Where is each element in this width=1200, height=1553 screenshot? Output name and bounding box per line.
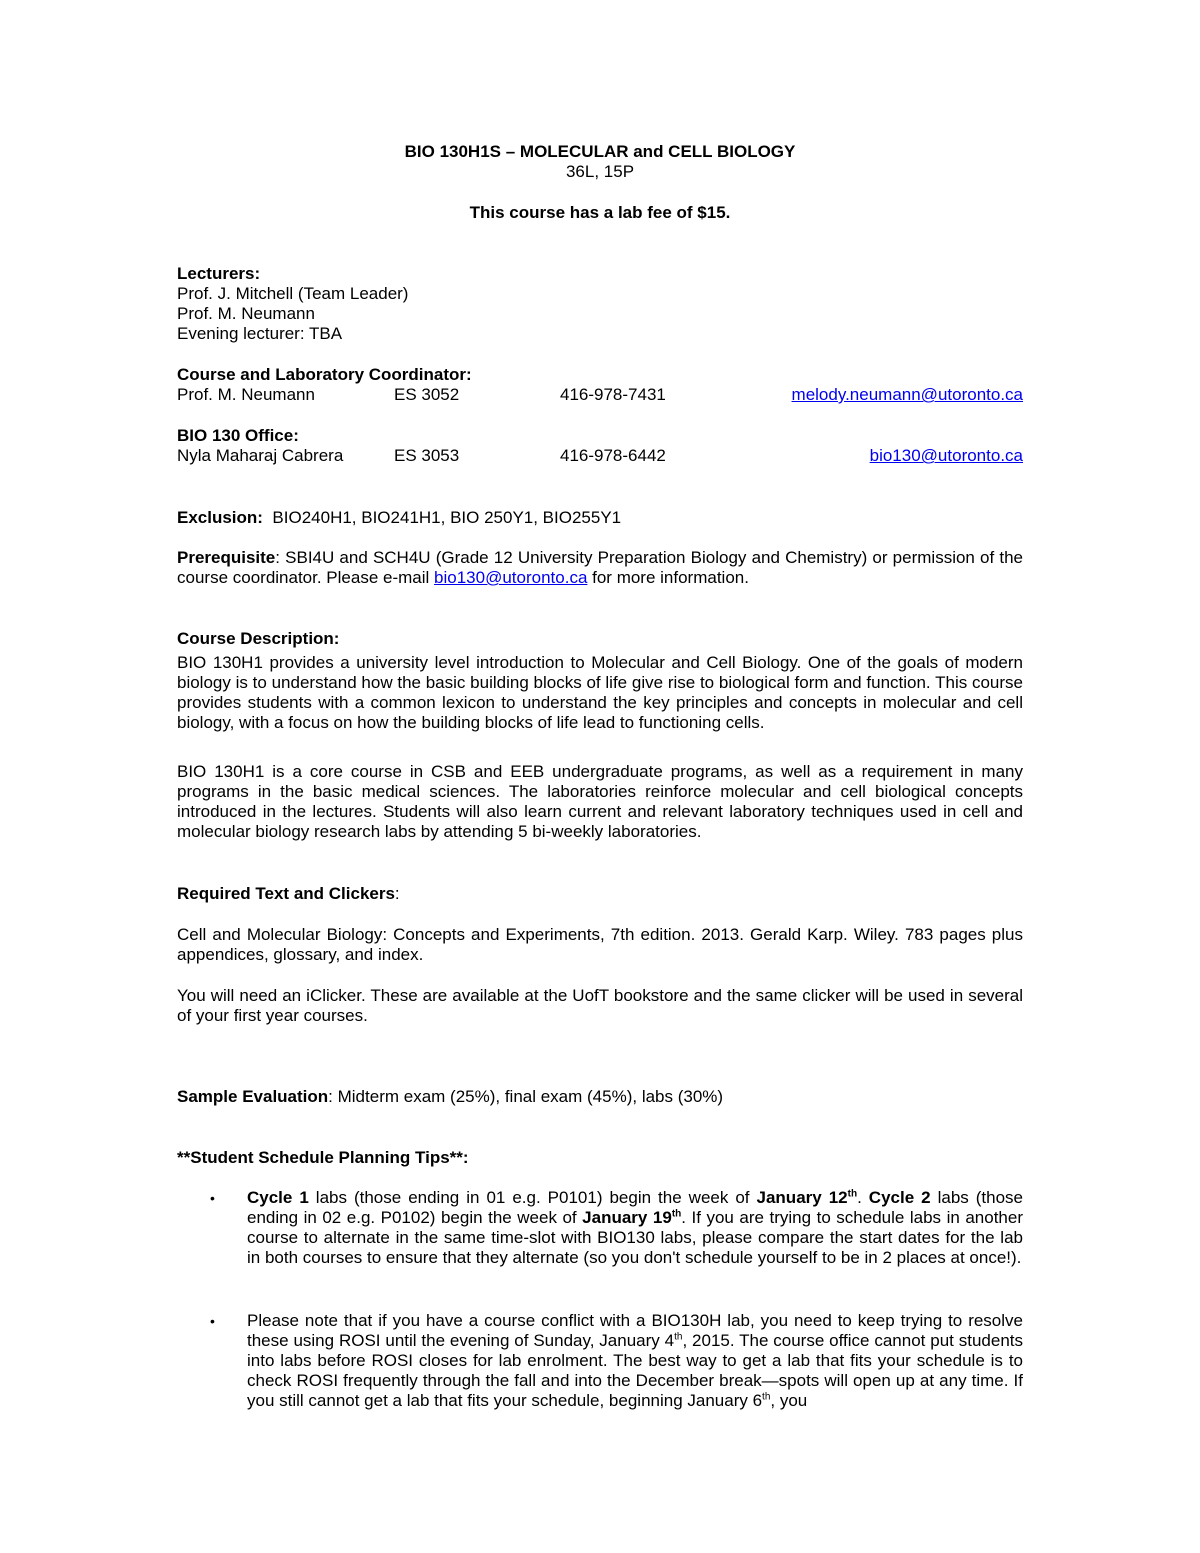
text-clickers-heading: Required Text and Clickers xyxy=(177,884,395,903)
coordinator-email-link[interactable]: melody.neumann@utoronto.ca xyxy=(791,385,1023,404)
cycle-2-date: January 19 xyxy=(582,1208,672,1227)
office-phone: 416-978-6442 xyxy=(560,446,666,465)
course-hours: 36L, 15P xyxy=(565,162,635,181)
office-email-link[interactable]: bio130@utoronto.ca xyxy=(869,446,1023,465)
tip-2-segment: , 2015. The course office cannot put students into labs before ROSI closes for lab enrolment. The best way to get a lab that fits your schedule is to check ROSI frequently through the fall and into the December break—spots will open up at any time. If you still cannot get a lab that fits your schedule, beginning January 6 xyxy=(247,1331,1023,1410)
description-paragraph-1: BIO 130H1 provides a university level introduction to Molecular and Cell Biology. One of the goals of modern biology is to understand how the basic building blocks of life give rise to biological form and function. This course provides students with a common lexicon to understand the key principles and concepts in molecular and cell biology, with a focus on how the building blocks of life lead to functioning cells. xyxy=(177,653,1023,732)
tip-1-text xyxy=(247,1188,1023,1268)
coordinator-heading: Course and Laboratory Coordinator: xyxy=(177,365,472,384)
coordinator-phone: 416-978-7431 xyxy=(560,385,666,404)
tip-2-segment: Please note that if you have a course conflict with a BIO130H lab, you need to keep trying to resolve these using ROSI until the evening of Sunday, January 4 xyxy=(247,1311,1023,1350)
office-room: ES 3053 xyxy=(394,446,460,465)
cycle-2-label: Cycle 2 xyxy=(868,1188,931,1207)
cycle-1-label: Cycle 1 xyxy=(247,1188,309,1207)
lecturer-item: Prof. J. Mitchell (Team Leader) xyxy=(177,284,409,303)
exclusion-text: BIO240H1, BIO241H1, BIO 250Y1, BIO255Y1 xyxy=(272,508,622,527)
evaluation-label: Sample Evaluation xyxy=(177,1087,329,1106)
textbook-paragraph: Cell and Molecular Biology: Concepts and Experiments, 7th edition. 2013. Gerald Karp. Wiley. 783 pages plus appendices, glossary, and index. xyxy=(177,925,1023,964)
exclusion-line xyxy=(177,508,1023,528)
ordinal-suffix: th xyxy=(762,1391,771,1403)
bullet-icon: • xyxy=(210,1313,215,1329)
tip-2-segment: , you xyxy=(770,1391,808,1410)
prerequisite-label: Prerequisite xyxy=(177,548,276,567)
ordinal-suffix: th xyxy=(671,1208,682,1220)
syllabus-page xyxy=(177,0,1023,1553)
lab-fee-notice: This course has a lab fee of $15. xyxy=(469,203,731,222)
tip-1-segment: labs (those ending in 01 e.g. P0101) begin the week of xyxy=(308,1188,757,1207)
description-heading: Course Description: xyxy=(177,629,340,648)
lecturer-item: Evening lecturer: TBA xyxy=(177,324,343,343)
office-contact-row xyxy=(177,446,1023,466)
prerequisite-paragraph xyxy=(177,548,1023,588)
lecturers-heading: Lecturers: xyxy=(177,264,261,283)
ordinal-suffix: th xyxy=(847,1188,858,1200)
evaluation-line xyxy=(177,1087,1023,1107)
prerequisite-text-end: for more information. xyxy=(587,568,749,587)
coordinator-contact-row xyxy=(177,385,1023,405)
evaluation-text: : Midterm exam (25%), final exam (45%), labs (30%) xyxy=(328,1087,724,1106)
ordinal-suffix: th xyxy=(674,1331,683,1343)
text-clickers-colon: : xyxy=(394,884,400,903)
lecturer-item: Prof. M. Neumann xyxy=(177,304,315,323)
tip-1-segment: . If you are trying to schedule labs in another course to alternate in the same time-slot with BIO130 labs, please compare the start dates for the lab in both courses to ensure that they alternate (so you don't schedule yourself to be in 2 places at once!). xyxy=(247,1208,1023,1267)
coordinator-name: Prof. M. Neumann xyxy=(177,385,315,404)
tip-1-segment: . xyxy=(857,1188,869,1207)
office-heading: BIO 130 Office: xyxy=(177,426,299,445)
bullet-icon: • xyxy=(210,1190,215,1206)
prerequisite-text: : SBI4U and SCH4U (Grade 12 University Preparation Biology and Chemistry) or permission of the course coordinator. Please e-mail xyxy=(177,548,1023,587)
clicker-paragraph: You will need an iClicker. These are available at the UofT bookstore and the same clicker will be used in several of your first year courses. xyxy=(177,986,1023,1025)
tip-2-text xyxy=(247,1311,1023,1411)
description-paragraph-2: BIO 130H1 is a core course in CSB and EEB undergraduate programs, as well as a requirement in many programs in the basic medical sciences. The laboratories reinforce molecular and cell biological concepts introduced in the lectures. Students will also learn current and relevant laboratory techniques used in cell and molecular biology research labs by attending 5 bi-weekly laboratories. xyxy=(177,762,1023,841)
prerequisite-email-link[interactable]: bio130@utoronto.ca xyxy=(434,568,588,587)
tip-1-segment: labs (those ending in 02 e.g. P0102) begin the week of xyxy=(247,1188,1024,1227)
office-contact-name: Nyla Maharaj Cabrera xyxy=(177,446,344,465)
cycle-1-date: January 12 xyxy=(756,1188,848,1207)
course-title: BIO 130H1S – MOLECULAR and CELL BIOLOGY xyxy=(404,142,796,161)
text-clickers-heading-line xyxy=(177,884,1023,904)
exclusion-label: Exclusion: xyxy=(177,508,263,527)
coordinator-room: ES 3052 xyxy=(394,385,460,404)
tips-heading: **Student Schedule Planning Tips**: xyxy=(177,1148,469,1167)
